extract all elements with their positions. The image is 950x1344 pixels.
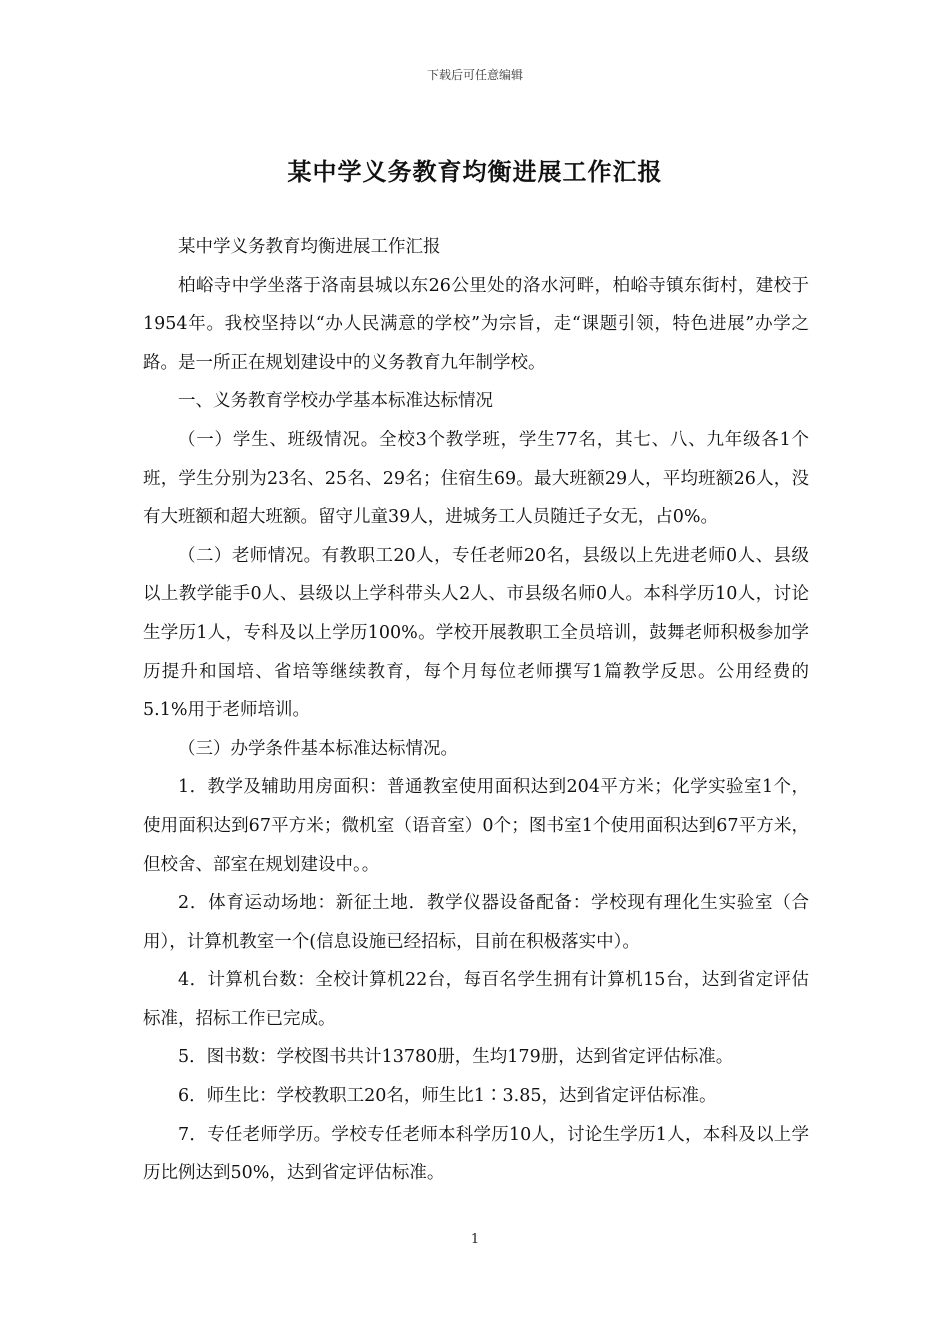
document-title: 某中学义务教育均衡进展工作汇报 [287, 158, 663, 186]
paragraph-item-6: 6．师生比：学校教职工20名，师生比1∶3.85，达到省定评估标准。 [178, 1086, 717, 1107]
paragraph-item-2: 2．体育运动场地：新征土地．教学仪器设备配备：学校现有理化生实验室（合用），计算机教室一个(信息设施已经招标，目前在积极落实中）。 [143, 893, 809, 952]
paragraph-item-4: 4．计算机台数：全校计算机22台，每百名学生拥有计算机15台，达到省定评估标准，招标工作已完成。 [143, 970, 809, 1029]
paragraph-teachers: （二）老师情况。有教职工20人，专任老师20名，县级以上先进老师0人、县级以上教学能手0人、县级以上学科带头人2人、市县级名师0人。本科学历10人，讨论生学历1人，专科及以上学历100%。学校开展教职工全员培训，鼓舞老师积极参加学历提升和国培、省培等继续教育，每个月每位老师撰写1篇教学反思。公用经费的5.1%用于老师培训。 [143, 545, 809, 721]
paragraph-subtitle: 某中学义务教育均衡进展工作汇报 [178, 237, 441, 257]
paragraph-intro: 柏峪寺中学坐落于洛南县城以东26公里处的洛水河畔，柏峪寺镇东街村，建校于1954年。我校坚持以“办人民满意的学校”为宗旨，走“课题引领，特色进展”办学之路。是一所正在规划建设中的义务教育九年制学校。 [143, 275, 809, 373]
paragraph-conditions-heading: （三）办学条件基本标准达标情况。 [178, 738, 458, 759]
document-body [143, 228, 809, 1193]
paragraph-item-1: 1．教学及辅助用房面积：普通教室使用面积达到204平方米；化学实验室1个，使用面积达到67平方米；微机室（语音室）0个；图书室1个使用面积达到67平方米，但校舍、部室在规划建设中。。 [143, 777, 809, 875]
section-heading-1: 一、义务教育学校办学基本标准达标情况 [178, 391, 493, 412]
paragraph-item-7: 7．专任老师学历。学校专任老师本科学历10人，讨论生学历1人，本科及以上学历比例达到50%，达到省定评估标准。 [143, 1124, 809, 1184]
paragraph-students: （一）学生、班级情况。全校3个教学班，学生77名，其七、八、九年级各1个班，学生分别为23名、25名、29名；住宿生69。最大班额29人，平均班额26人，没有大班额和超大班额。留守儿童39人，进城务工人员随迁子女无，占0%。 [143, 429, 809, 528]
paragraph-item-5: 5．图书数：学校图书共计13780册，生均179册，达到省定评估标准。 [178, 1047, 734, 1068]
header-note: 下载后可任意编辑 [426, 68, 523, 82]
page-number: 1 [470, 1232, 480, 1247]
